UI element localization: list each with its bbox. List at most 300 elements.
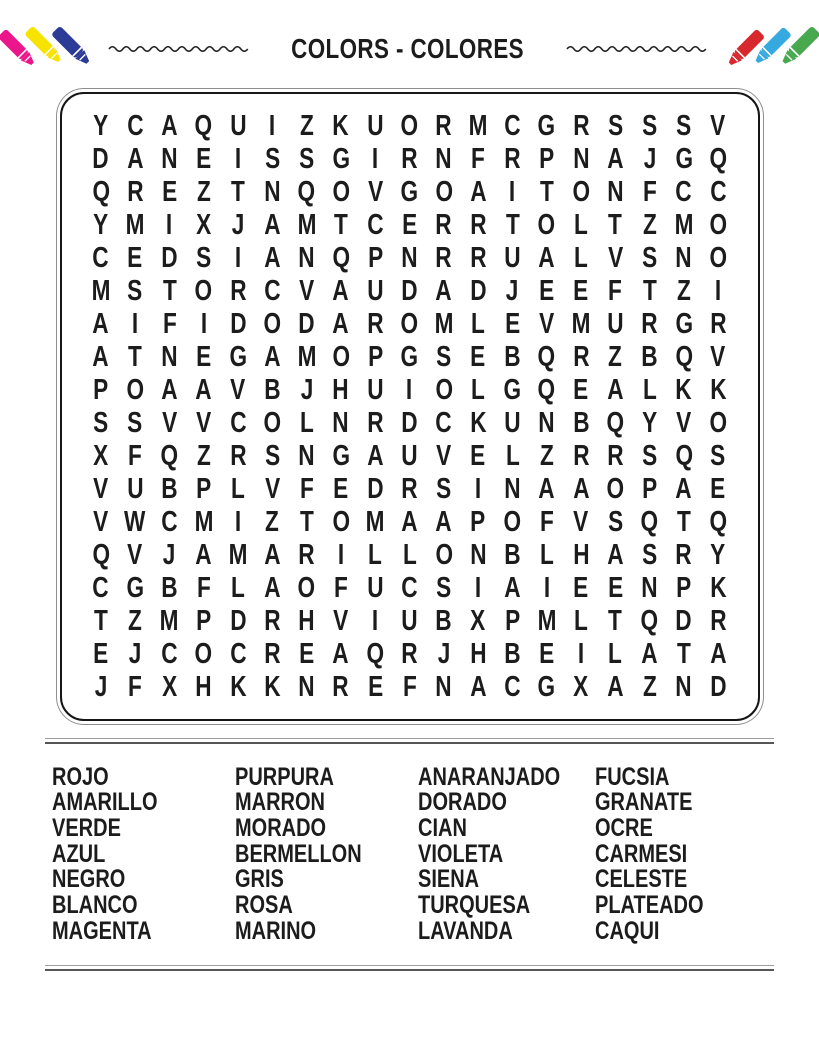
grid-letter: A [264,539,281,571]
grid-letter: K [469,407,487,439]
divider-bottom [45,965,774,971]
grid-letter: Q [537,341,556,373]
grid-letter: M [297,209,317,241]
grid-letter: N [675,242,693,274]
grid-letter: I [234,143,242,175]
grid-letter: A [161,110,178,142]
grid-letter: C [161,506,178,538]
grid-letter: A [435,506,452,538]
grid-letter: M [159,605,179,637]
grid-letter: A [264,209,281,241]
grid-letter: A [607,374,624,406]
word-list-column [52,762,235,945]
grid-letter: A [126,143,144,175]
word-item: CARMESI [595,839,688,868]
grid-letter: P [676,572,692,604]
grid-letter: L [539,539,554,571]
grid-letter: C [92,242,109,274]
grid-letter: W [124,506,146,538]
grid-letter: A [538,242,555,274]
grid-letter: P [504,605,520,637]
grid-letter: D [675,605,693,637]
grid-letter: J [128,638,142,670]
grid-letter: A [195,539,212,571]
grid-letter: G [675,308,693,340]
grid-letter: Y [642,407,658,439]
grid-letter: P [196,605,212,637]
grid-letter: E [127,242,143,274]
grid-letter: N [298,671,315,703]
grid-letter: I [131,308,139,340]
word-list [52,762,819,945]
grid-letter: X [196,209,212,241]
grid-letter: V [264,473,280,505]
grid-letter: N [504,473,521,505]
grid-letter: O [434,539,453,571]
grid-letter: T [642,275,657,307]
wordsearch-grid-box [60,92,760,721]
grid-letter: R [572,341,590,373]
grid-letter: U [401,440,418,472]
squiggle-divider-right [566,43,707,55]
word-item: BLANCO [52,891,138,920]
grid-letter: F [608,275,623,307]
word-item: TURQUESA [418,891,531,920]
grid-letter: E [539,638,555,670]
grid-letter: J [300,374,313,406]
grid-letter: H [332,374,350,406]
grid-letter: Q [709,143,727,175]
grid-letter: C [92,572,109,604]
grid-letter: S [710,440,726,472]
grid-letter: R [229,275,247,307]
grid-letter: N [298,440,315,472]
grid-letter: A [401,506,418,538]
header [0,22,819,76]
grid-letter: Q [606,407,625,439]
word-item: VIOLETA [418,839,504,868]
grid-letter: J [231,209,245,241]
word-item: DORADO [418,788,507,817]
grid-letter: C [161,638,178,670]
grid-letter: R [641,308,658,340]
grid-letter: D [367,473,384,505]
grid-letter: R [401,143,418,175]
grid-letter: Q [92,539,110,571]
grid-letter: O [400,308,419,340]
grid-letter: N [538,407,555,439]
squiggle-divider-left [108,43,249,55]
grid-letter: V [367,176,383,208]
grid-letter: S [264,143,280,175]
grid-letter: X [161,671,177,703]
grid-letter: T [608,209,623,241]
grid-letter: B [161,473,178,505]
grid-letter: Q [675,341,693,373]
grid-letter: B [572,407,590,439]
grid-letter: R [572,110,590,142]
grid-letter: L [642,374,657,406]
grid-letter: C [401,572,418,604]
grid-letter: R [298,539,315,571]
word-item: NEGRO [52,865,126,894]
grid-letter: X [470,605,486,637]
grid-letter: F [539,506,554,538]
grid-letter: D [298,308,315,340]
grid-letter: J [437,638,451,670]
grid-letter: A [469,671,487,703]
grid-letter: S [607,110,623,142]
grid-letter: T [539,176,554,208]
grid-letter: A [367,440,384,472]
grid-letter: Q [640,506,659,538]
word-item: AMARILLO [52,788,158,817]
grid-letter: J [643,143,656,175]
grid-letter: I [200,308,207,340]
grid-letter: I [269,110,276,142]
grid-letter: H [572,539,590,571]
grid-letter: Z [265,506,280,538]
grid-letter: J [163,539,176,571]
word-list-column [595,762,819,945]
grid-letter: O [709,209,727,241]
grid-letter: C [367,209,384,241]
word-item: VERDE [52,813,121,842]
grid-letter: U [367,110,384,142]
page-title: COLORS - COLORES [291,33,524,64]
grid-letter: M [125,209,145,241]
grid-letter: Q [297,176,316,208]
grid-letter: A [504,572,521,604]
grid-letter: N [641,572,658,604]
grid-letter: A [264,572,281,604]
grid-letter: Q [640,605,659,637]
grid-letter: D [401,407,418,439]
grid-letter: B [504,638,521,670]
grid-letter: Q [675,440,693,472]
grid-letter: G [400,176,419,208]
grid-letter: K [264,671,281,703]
grid-letter: N [435,671,452,703]
grid-letter: F [299,473,314,505]
grid-letter: Z [299,110,314,142]
grid-letter: A [195,374,212,406]
grid-letter: Z [196,176,211,208]
grid-letter: A [161,374,178,406]
grid-letter: O [194,638,213,670]
grid-letter: C [675,176,693,208]
grid-letter: R [435,110,452,142]
grid-letter: O [606,473,625,505]
word-item: ROJO [52,762,109,791]
word-item: PURPURA [235,762,334,791]
grid-letter: I [543,572,550,604]
grid-letter: F [162,308,177,340]
grid-letter: N [161,143,178,175]
word-item: AZUL [52,839,106,868]
grid-letter: U [367,572,384,604]
grid-letter: I [166,209,173,241]
grid-letter: F [128,671,143,703]
grid-letter: T [676,506,691,538]
grid-letter: Z [196,440,211,472]
grid-letter: L [231,572,245,604]
grid-letter: R [607,440,624,472]
grid-letter: E [573,275,589,307]
grid-letter: S [264,440,280,472]
grid-letter: L [368,539,383,571]
grid-letter: V [676,407,692,439]
grid-letter: F [642,176,657,208]
grid-letter: R [264,605,281,637]
grid-letter: G [126,572,144,604]
grid-letter: K [709,374,727,406]
wordsearch-letter-grid [62,110,758,704]
grid-letter: O [503,506,522,538]
grid-letter: V [93,506,109,538]
grid-letter: J [94,671,108,703]
grid-letter: G [503,374,522,406]
grid-letter: T [505,209,520,241]
word-item: SIENA [418,865,480,894]
grid-letter: S [436,341,452,373]
grid-letter: O [709,407,727,439]
grid-letter: P [367,242,383,274]
grid-letter: I [474,572,482,604]
grid-letter: A [332,308,350,340]
word-item: CIAN [418,813,467,842]
grid-letter: G [400,341,419,373]
grid-letter: M [571,308,591,340]
grid-letter: P [367,341,383,373]
grid-letter: U [367,374,384,406]
grid-letter: A [92,341,109,373]
grid-letter: Q [709,506,727,538]
grid-letter: D [161,242,178,274]
grid-letter: E [470,341,486,373]
grid-letter: D [229,605,247,637]
grid-letter: O [297,572,316,604]
grid-letter: O [537,209,556,241]
grid-letter: L [574,209,588,241]
grid-letter: Z [642,671,657,703]
grid-letter: U [126,473,144,505]
word-list-column [235,762,418,945]
grid-letter: P [642,473,658,505]
grid-letter: G [229,341,247,373]
word-item: MARRON [235,788,325,817]
grid-letter: F [333,572,348,604]
grid-letter: T [128,341,143,373]
grid-letter: C [229,407,247,439]
grid-letter: U [504,242,521,274]
grid-letter: K [709,572,727,604]
grid-letter: P [93,374,109,406]
grid-letter: M [297,341,317,373]
grid-letter: J [506,275,519,307]
grid-letter: V [607,242,623,274]
grid-letter: E [401,209,418,241]
grid-letter: Z [539,440,554,472]
grid-letter: O [400,110,419,142]
grid-letter: B [264,374,281,406]
grid-letter: N [572,143,590,175]
grid-letter: G [537,110,556,142]
grid-letter: T [676,638,691,670]
grid-letter: Q [366,638,384,670]
grid-letter: F [402,671,417,703]
grid-letter: V [333,605,349,637]
grid-letter: S [127,407,143,439]
grid-letter: T [231,176,245,208]
grid-letter: T [608,605,623,637]
grid-letter: H [298,605,315,637]
grid-letter: N [401,242,418,274]
grid-letter: D [229,308,247,340]
grid-letter: T [299,506,314,538]
grid-letter: O [263,407,282,439]
grid-letter: M [674,209,694,241]
grid-letter: O [126,374,144,406]
grid-letter: L [574,605,588,637]
grid-letter: O [332,506,350,538]
grid-letter: L [505,440,520,472]
grid-letter: N [161,341,178,373]
grid-letter: E [367,671,383,703]
grid-letter: P [196,473,212,505]
grid-letter: A [332,275,350,307]
grid-letter: U [401,605,418,637]
grid-letter: Z [642,209,657,241]
grid-letter: F [471,143,485,175]
grid-letter: O [332,176,350,208]
grid-letter: S [642,539,658,571]
grid-letter: B [161,572,178,604]
grid-letter: R [435,209,452,241]
grid-letter: A [641,638,658,670]
grid-letter: Y [93,110,109,142]
grid-letter: R [401,473,418,505]
grid-letter: K [332,110,350,142]
grid-letter: L [574,242,588,274]
grid-letter: O [434,176,453,208]
grid-letter: P [470,506,486,538]
grid-letter: S [436,473,452,505]
grid-letter: B [435,605,452,637]
grid-letter: C [264,275,281,307]
grid-letter: B [504,341,521,373]
word-item: FUCSIA [595,762,670,791]
grid-letter: V [710,341,726,373]
grid-letter: E [196,143,212,175]
grid-letter: V [710,110,726,142]
grid-letter: S [93,407,109,439]
grid-letter: R [504,143,521,175]
grid-letter: V [539,308,555,340]
grid-letter: T [333,209,348,241]
grid-letter: O [434,374,453,406]
grid-letter: F [196,572,211,604]
grid-letter: U [229,110,247,142]
grid-letter: S [299,143,315,175]
grid-letter: A [709,638,727,670]
grid-letter: G [332,440,350,472]
grid-letter: R [126,176,144,208]
grid-letter: A [607,143,624,175]
crayons-left-icon [0,22,95,76]
word-item: MORADO [235,813,327,842]
grid-letter: V [196,407,212,439]
grid-letter: E [607,572,623,604]
grid-letter: P [539,143,555,175]
grid-letter: L [402,539,417,571]
grid-letter: I [372,143,379,175]
grid-letter: Z [608,341,623,373]
word-item: ANARANJADO [418,762,561,791]
grid-letter: A [264,341,281,373]
grid-letter: G [537,671,556,703]
grid-letter: N [435,143,452,175]
grid-letter: L [231,473,245,505]
grid-letter: N [607,176,624,208]
grid-letter: N [675,671,693,703]
grid-letter: C [126,110,144,142]
grid-letter: E [504,308,520,340]
grid-letter: R [469,209,487,241]
grid-letter: R [675,539,693,571]
word-item: OCRE [595,813,653,842]
grid-letter: O [194,275,213,307]
grid-letter: T [162,275,177,307]
grid-letter: Q [160,440,179,472]
grid-letter: R [264,638,281,670]
grid-letter: D [92,143,109,175]
grid-letter: Q [537,374,556,406]
grid-letter: K [229,671,247,703]
grid-letter: E [710,473,726,505]
grid-letter: D [709,671,727,703]
grid-letter: E [539,275,555,307]
grid-letter: L [471,374,485,406]
grid-letter: A [607,539,624,571]
grid-letter: X [93,440,109,472]
grid-letter: Z [676,275,691,307]
grid-letter: I [337,539,345,571]
grid-letter: I [406,374,413,406]
grid-letter: F [128,440,143,472]
crayons-right-icon [720,22,819,76]
grid-letter: O [332,341,350,373]
grid-letter: M [91,275,111,307]
grid-letter: M [468,110,488,142]
grid-letter: S [642,242,658,274]
grid-letter: R [367,308,384,340]
grid-letter: M [194,506,214,538]
grid-letter: L [608,638,623,670]
grid-letter: I [372,605,379,637]
grid-letter: E [573,572,589,604]
grid-letter: Y [710,539,726,571]
grid-letter: G [332,143,350,175]
word-item: CELESTE [595,865,688,894]
grid-letter: A [264,242,281,274]
grid-letter: M [434,308,454,340]
grid-letter: O [709,242,727,274]
word-item: MAGENTA [52,916,152,945]
grid-letter: D [401,275,418,307]
grid-letter: V [436,440,452,472]
grid-letter: R [367,407,384,439]
